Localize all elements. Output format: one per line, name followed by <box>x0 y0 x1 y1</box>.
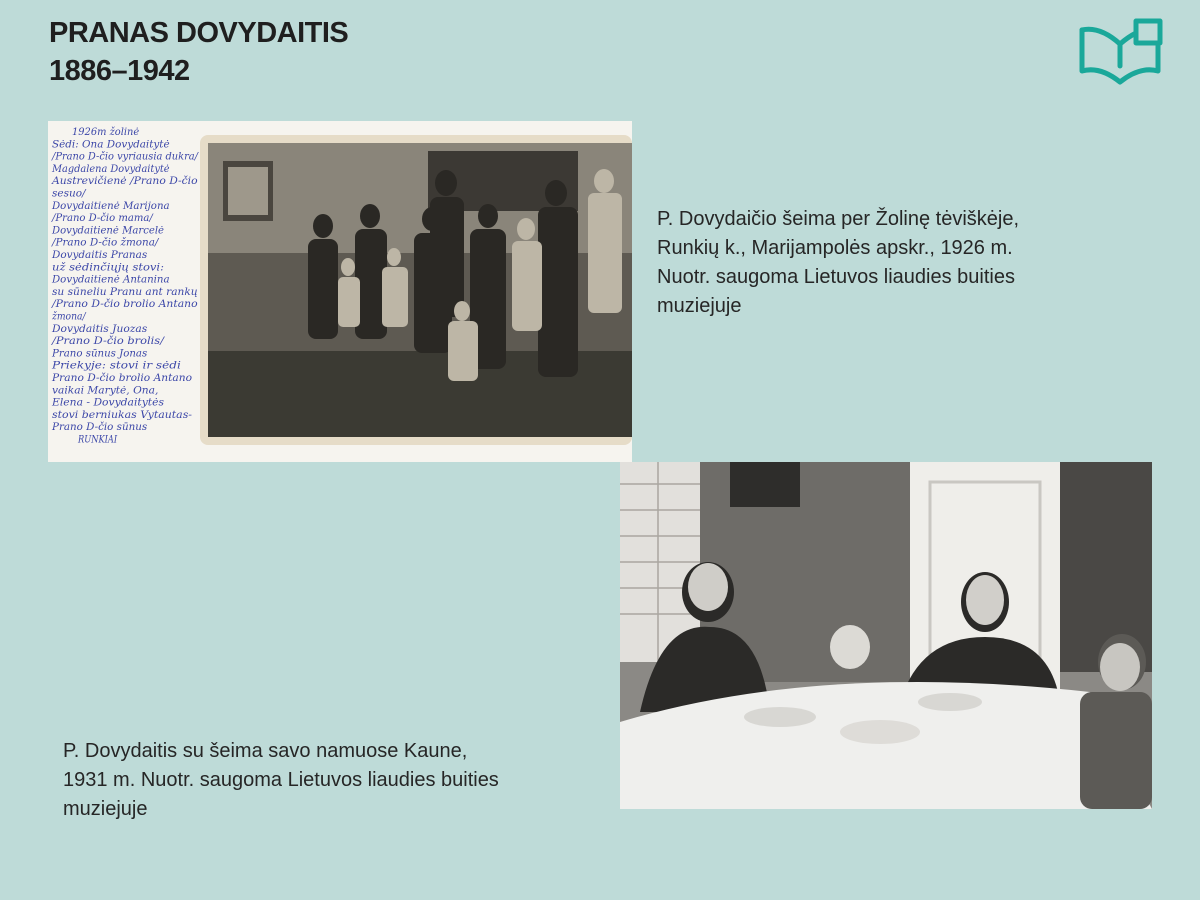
handwritten-line: Dovydaitienė Marcelė <box>51 224 165 237</box>
handwritten-line: /Prano D-čio mama/ <box>52 212 158 225</box>
caption-photo-1931 <box>63 737 603 824</box>
handwritten-line: Dovydaitis Pranas <box>51 249 148 261</box>
handwritten-line: RUNKIAI <box>77 433 118 446</box>
handwritten-line: Prano D-čio brolio Antano <box>52 372 191 384</box>
caption-line: Nuotr. saugoma Lietuvos liaudies buities <box>657 266 1015 288</box>
page-title <box>49 14 348 90</box>
handwritten-line: /Prano D-čio žmona/ <box>52 236 160 249</box>
caption-line: muziejuje <box>657 295 742 317</box>
handwritten-line: Magdalena Dovydaitytė <box>51 162 170 175</box>
handwritten-line: Dovydaitis Juozas <box>50 322 148 335</box>
handwritten-line: Prano sūnus Jonas <box>51 347 148 360</box>
handwritten-line: sesuo/ <box>52 187 88 200</box>
handwritten-line: Dovydaitienė Marijona <box>51 199 170 212</box>
life-years: 1886–1942 <box>49 55 190 87</box>
handwritten-line: Priekyje: stovi ir sėdi <box>50 359 181 372</box>
handwritten-line: vaikai Marytė, Ona, <box>52 384 159 397</box>
handwritten-line: žmona/ <box>52 310 91 323</box>
caption-line: P. Dovydaičio šeima per Žolinę tėviškėje, <box>657 208 1020 230</box>
caption-photo-1926 <box>657 205 1137 321</box>
handwritten-line: Sėdi: Ona Dovydaitytė <box>52 138 170 151</box>
caption-line: muziejuje <box>63 798 148 820</box>
handwritten-line: Austrevičienė /Prano D-čio <box>52 175 195 188</box>
caption-line: P. Dovydaitis su šeima savo namuose Kaune, <box>63 740 468 762</box>
open-book-icon <box>1076 16 1166 88</box>
family-photo-1926 <box>48 121 632 462</box>
handwritten-line: /Prano D-čio brolio Antano <box>52 298 194 311</box>
handwritten-line: su sūneliu Pranu ant rankų <box>52 285 198 298</box>
handwritten-line: Elena - Dovydaitytės <box>50 396 165 409</box>
handwritten-line: Prano D-čio sūnus <box>52 421 149 434</box>
handwritten-line: 1926m žolinė <box>72 126 144 138</box>
person-name: PRANAS DOVYDAITIS <box>49 17 349 49</box>
handwritten-line: /Prano D-čio vyriausia dukra/ <box>52 150 208 163</box>
handwritten-line: stovi berniukas Vytautas- <box>52 408 193 421</box>
caption-line: Runkių k., Marijampolės apskr., 1926 m. <box>657 237 1013 259</box>
handwritten-line: /Prano D-čio brolis/ <box>52 335 156 348</box>
caption-line: 1931 m. Nuotr. saugoma Lietuvos liaudies buities <box>63 769 499 791</box>
handwritten-line: Dovydaitienė Antanina <box>51 273 170 286</box>
handwritten-line: už sėdinčiųjų stovi: <box>52 261 155 274</box>
family-dinner-photo-1931 <box>620 462 1152 809</box>
